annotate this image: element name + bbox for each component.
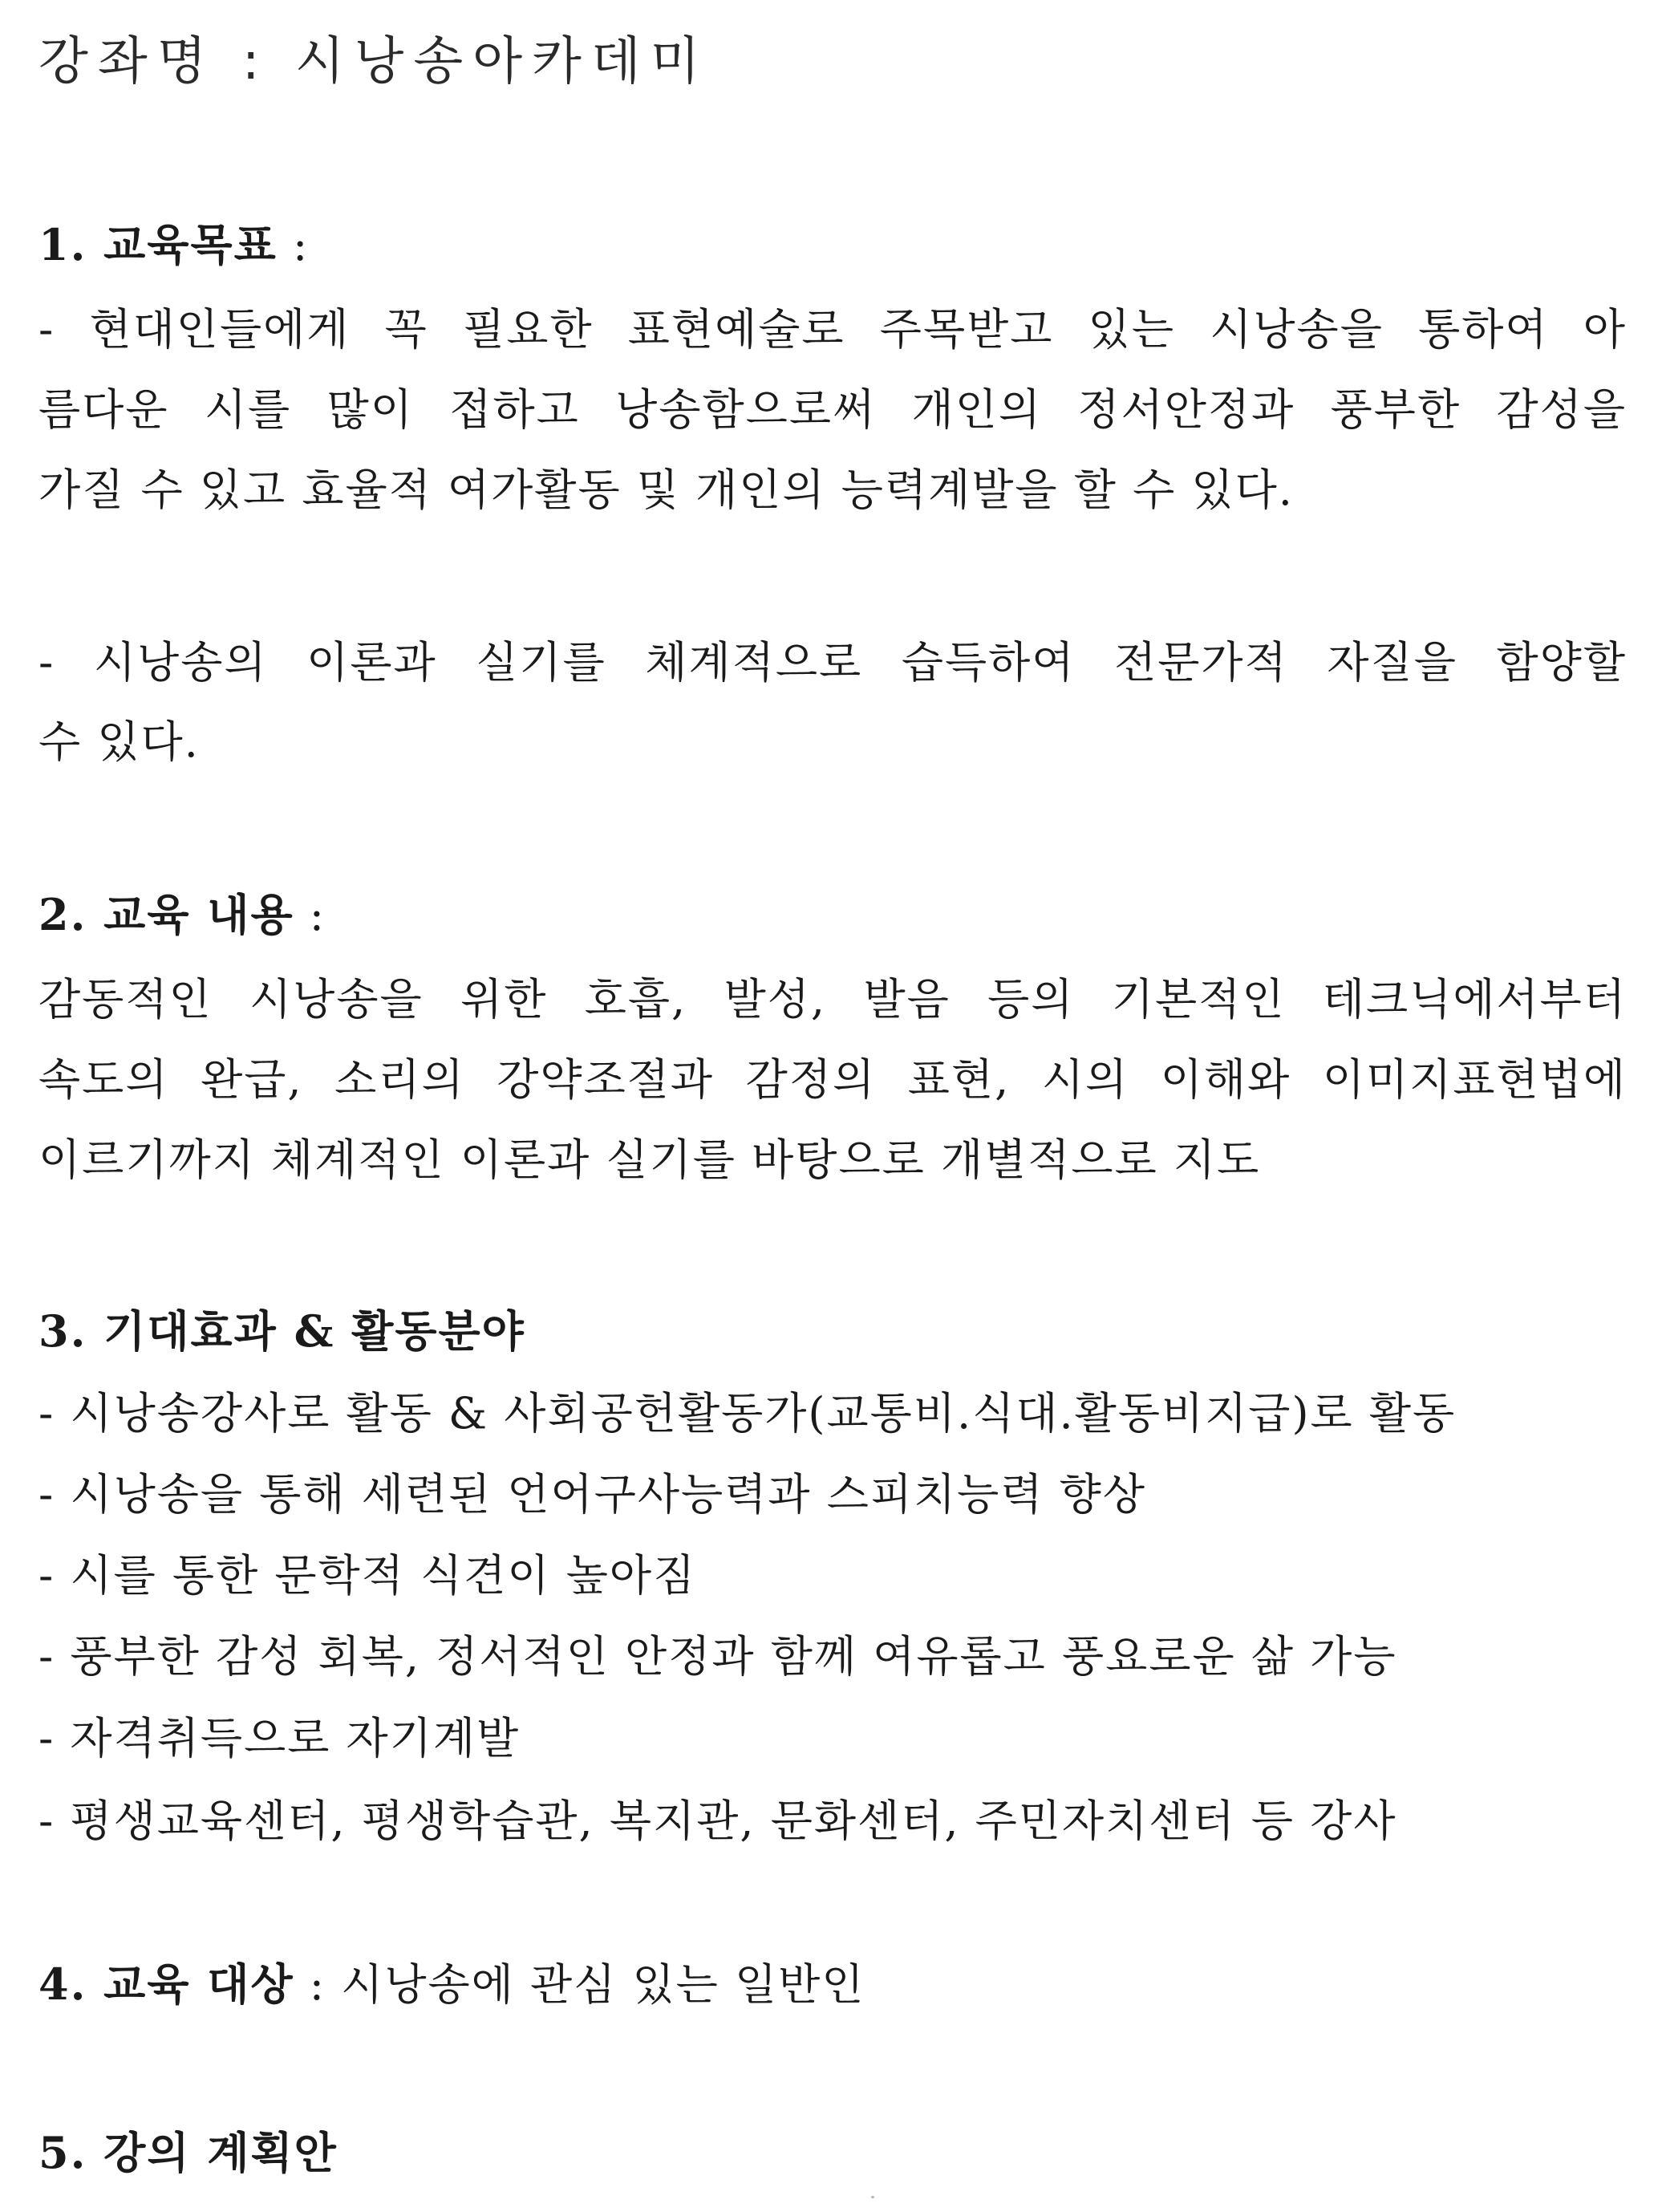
section-target-heading [39,1956,865,2013]
effects-line-2: - 시낭송을 통해 세련된 언어구사능력과 스피치능력 향상 [39,1469,1147,1520]
section-plan-heading [39,2125,338,2182]
section-plan-title: 5. 강의 계획안 [39,2127,338,2178]
section-goals-colon: : [277,220,310,270]
goals-line-1: - 현대인들에게 꼭 필요한 표현예술로 주목받고 있는 시낭송을 통하여 아 [39,304,1627,355]
content-line-3: 이르기까지 체계적인 이론과 실기를 바탕으로 개별적으로 지도 [39,1134,1261,1185]
scan-speck [871,2196,874,2198]
section-goals-title: 1. 교육목표 [39,219,278,270]
effects-line-5: - 자격취득으로 자기계발 [39,1713,521,1764]
effects-line-6: - 평생교육센터, 평생학습관, 복지관, 문화센터, 주민자치센터 등 강사 [39,1796,1397,1846]
section-target-title: 4. 교육 대상 [39,1958,294,2010]
effects-line-4: - 풍부한 감성 회복, 정서적인 안정과 함께 여유롭고 풍요로운 삶 가능 [39,1631,1397,1682]
content-line-2: 속도의 완급, 소리의 강약조절과 감정의 표현, 시의 이해와 이미지표현법에 [39,1054,1627,1105]
section-content-colon: : [294,890,326,940]
goals-line-4: - 시낭송의 이론과 실기를 체계적으로 습득하여 전문가적 자질을 함양할 [39,637,1627,688]
course-title: 강좌명 : 시낭송아카데미 [39,32,710,91]
goals-line-3: 가질 수 있고 효율적 여가활동 및 개인의 능력계발을 할 수 있다. [39,465,1294,515]
content-line-1: 감동적인 시낭송을 위한 호흡, 발성, 발음 등의 기본적인 테크닉에서부터 [39,974,1627,1025]
effects-line-3: - 시를 통한 문학적 식견이 높아짐 [39,1550,697,1601]
section-effects-heading [39,1303,525,1360]
section-effects-title: 3. 기대효과 & 활동분야 [39,1305,525,1357]
goals-line-2: 름다운 시를 많이 접하고 낭송함으로써 개인의 정서안정과 풍부한 감성을 [39,384,1627,435]
section-content-heading [39,887,326,944]
section-content-title: 2. 교육 내용 [39,889,294,940]
section-target-value: : 시낭송에 관심 있는 일반인 [294,1959,865,2010]
section-goals-heading [39,217,309,274]
goals-line-5: 수 있다. [39,716,200,767]
effects-line-1: - 시낭송강사로 활동 & 사회공헌활동가(교통비.식대.활동비지급)로 활동 [39,1388,1457,1439]
